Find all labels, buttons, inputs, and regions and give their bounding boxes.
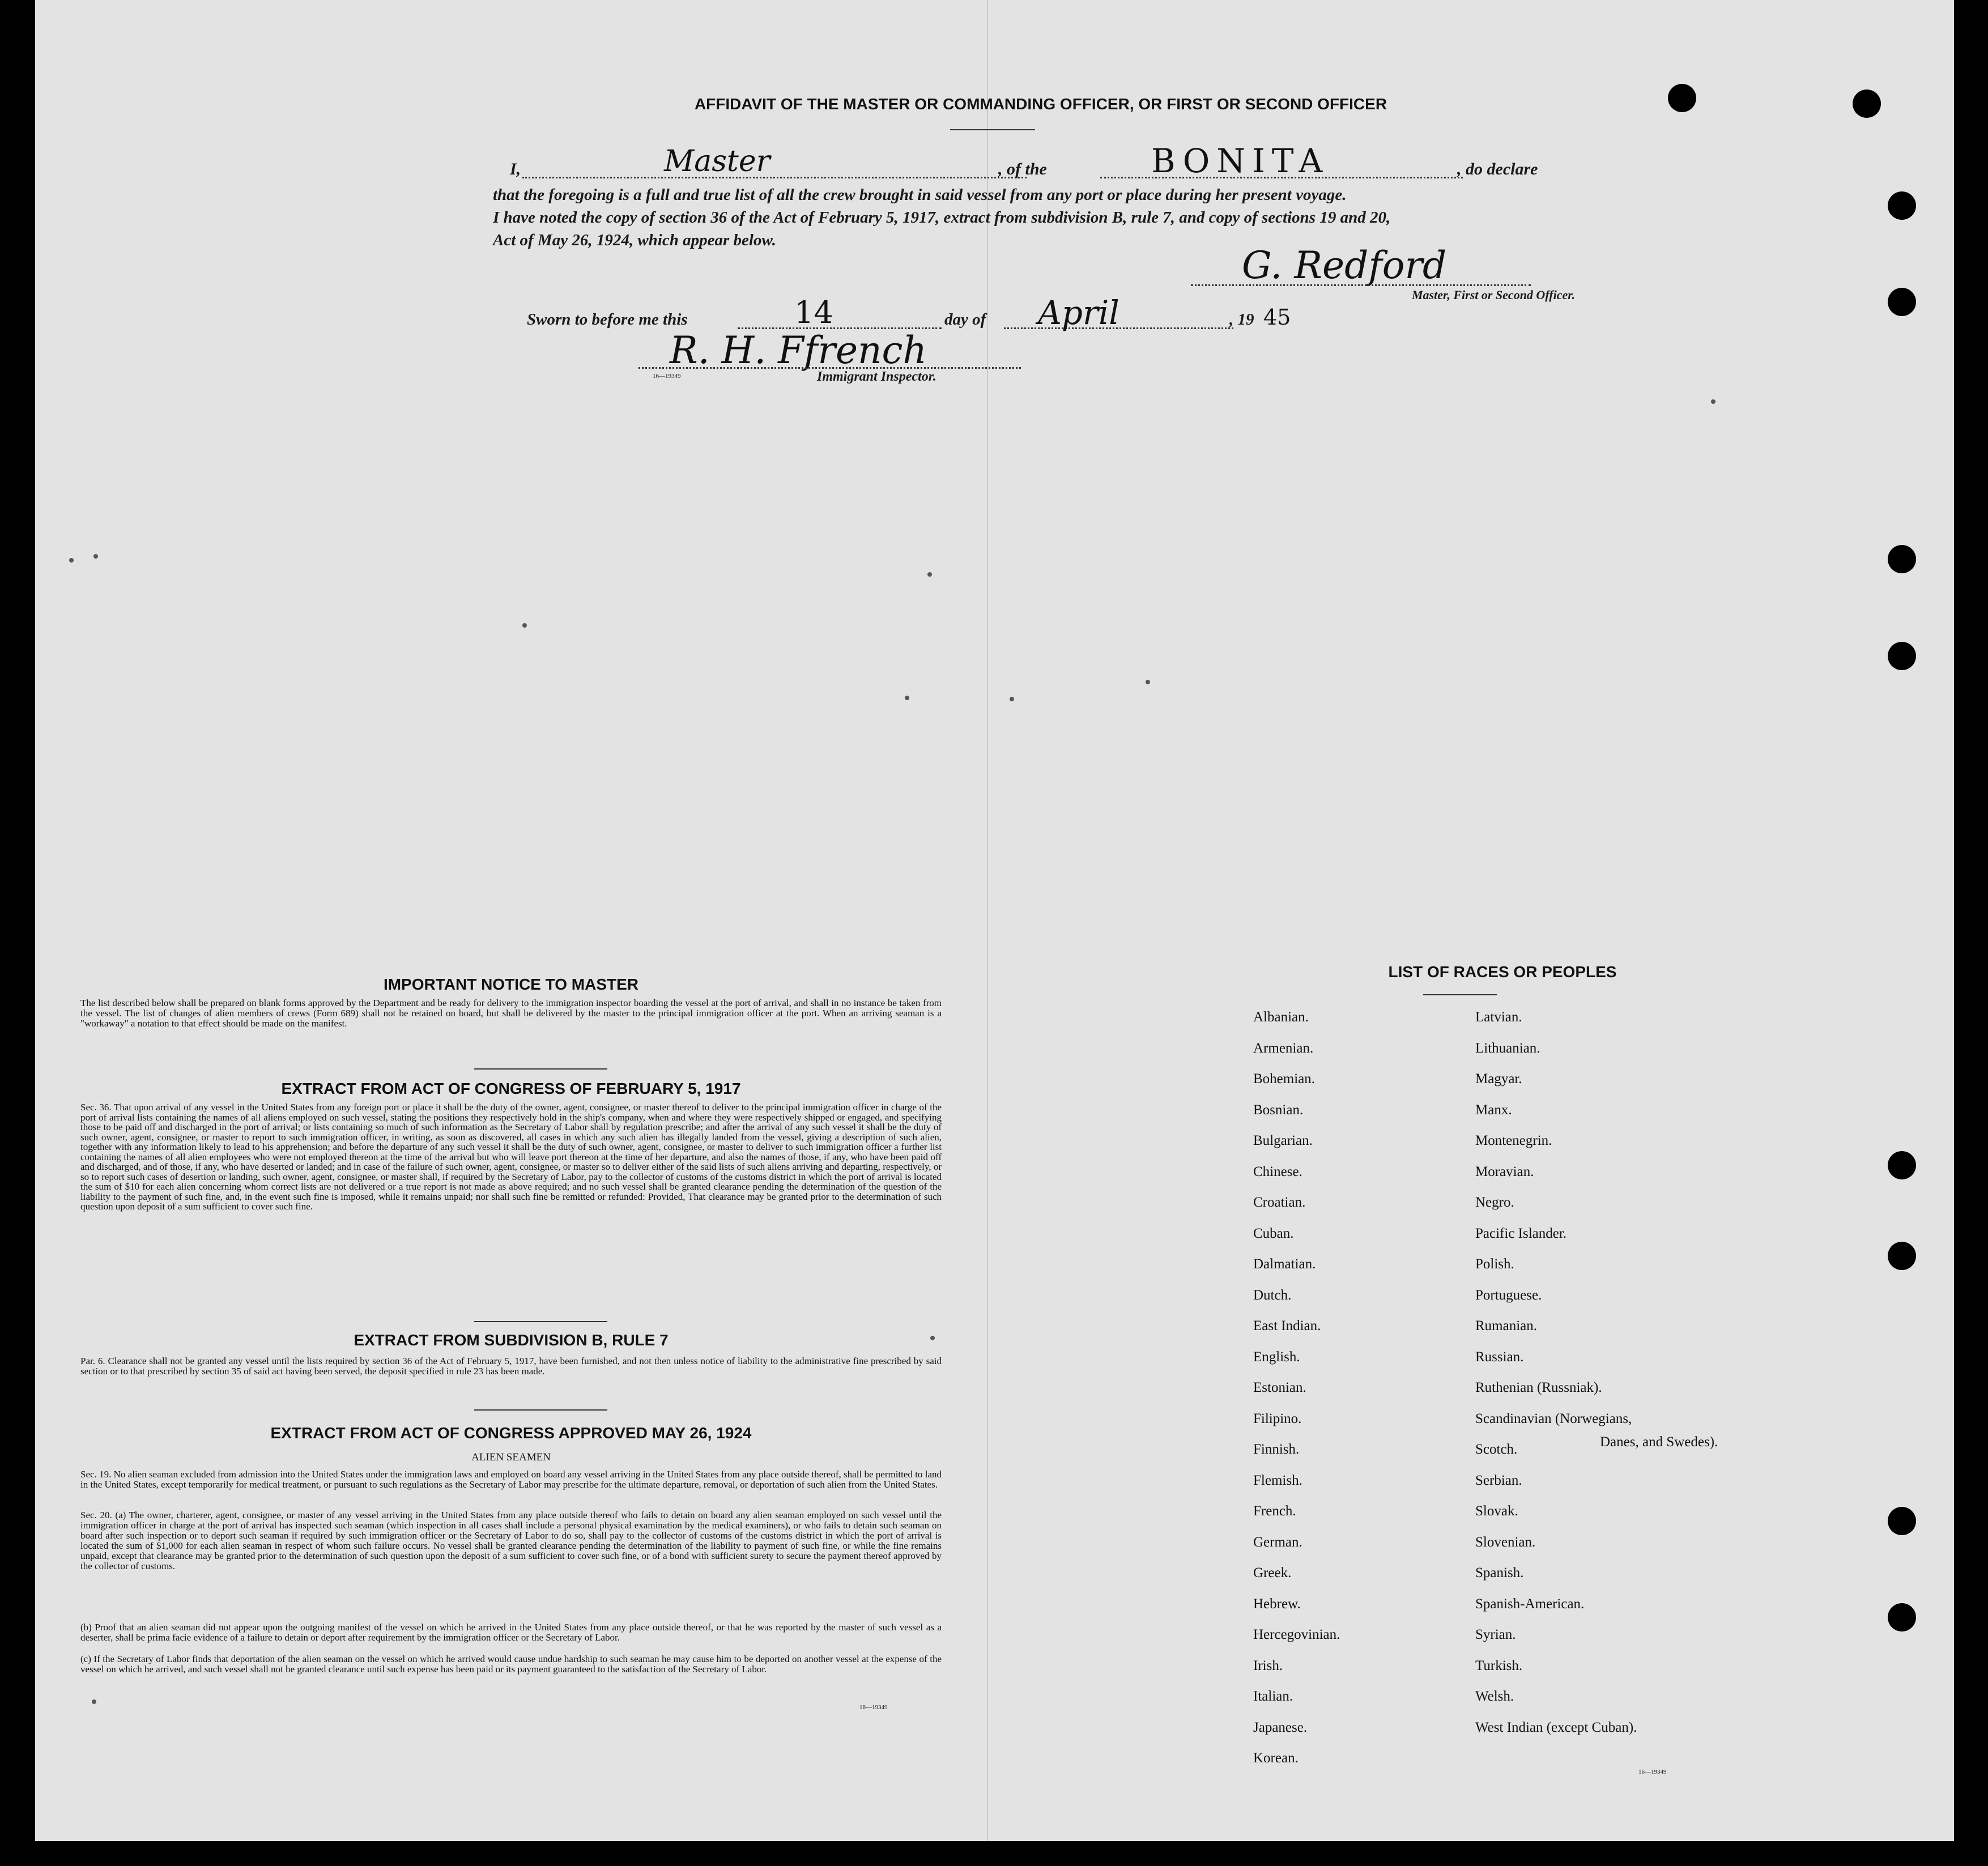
affidavit-line-3: I have noted the copy of section 36 of the Act of February 5, 1917, extract from subdivision B, rule 7, and copy of sections 19 and 20, <box>493 208 1391 227</box>
speck <box>905 696 909 700</box>
year-prefix: , 19 <box>1229 310 1254 329</box>
name-handwritten: Master <box>664 144 770 178</box>
race-item: Magyar. <box>1475 1071 1522 1087</box>
year-handwritten: 45 <box>1263 305 1291 330</box>
race-item: Cuban. <box>1253 1225 1294 1241</box>
race-item: Dalmatian. <box>1253 1256 1316 1272</box>
sec-20a-text: Sec. 20. (a) The owner, charterer, agent, consignee, or master of any vessel arriving in the United States from any place outside thereof who fails to detain on board any alien seaman employed on such vessel until the immigration officer in charge at the port of arrival has inspected such seaman (which inspection in all cases shall include a personal physical examination by the medical examiners), or who fails to detain such seaman on board after such inspection or to deport such seaman if required by such immigration officer or the Secretary of Labor to do so, shall pay to the collector of customs of the customs district in which the port of arrival is located the sum of $1,000 for each alien seaman in respect of whom such failure occurs. No vessel shall be granted clearance pending the determination of the liability to payment of such fine, or while the fine remains unpaid, except that clearance may be granted prior to the determination of such question upon the deposit of a sum sufficient to cover such fine, or of a bond with sufficient surety to secure the payment thereof approved by the collector of customs. <box>80 1510 942 1571</box>
race-item: East Indian. <box>1253 1318 1321 1334</box>
punch-hole <box>1888 1603 1916 1631</box>
month-handwritten: April <box>1038 293 1119 332</box>
day-handwritten: 14 <box>794 295 833 330</box>
punch-hole <box>1853 90 1881 118</box>
race-item: Estonian. <box>1253 1380 1306 1395</box>
race-item: Turkish. <box>1475 1658 1523 1673</box>
race-item: Russian. <box>1475 1349 1524 1365</box>
sworn-label: Sworn to before me this <box>527 310 688 329</box>
race-item: Korean. <box>1253 1750 1299 1766</box>
speck <box>93 554 98 559</box>
notice-text: The list described below shall be prepared on blank forms approved by the Department and be ready for delivery to the immigration inspector boarding the vessel at the port of arrival, and shall in no instance be taken from the vessel. The list of changes of alien members of crews (Form 689) shall not be retained on board, but shall be delivered by the master to the principal immigration officer at the port. When an arriving seaman is a "workaway" a notation to that effect should be made on the manifest. <box>80 998 942 1029</box>
race-item: Portuguese. <box>1475 1287 1542 1303</box>
race-item: Hebrew. <box>1253 1596 1301 1612</box>
punch-hole <box>1888 1507 1916 1535</box>
extract-1917-text: Sec. 36. That upon arrival of any vessel in the United States from any foreign port or place it shall be the duty of the owner, agent, consignee, or master thereof to deliver to the principal immigration officer in charge of the port of arrival lists containing the names of all aliens employed on such vessel, stating the positions they respectively hold in the ship's company, when and where they were respectively shipped or engaged, and specifying those to be paid off and discharged in the port of arrival; or lists containing so much of such information as the Secretary of Labor shall by regulation prescribe; and after the arrival of any such vessel it shall be the duty of such owner, agent, consignee, or master to report to such immigration officer, in writing, as soon as discovered, all cases in which any such alien has illegally landed from the vessel, giving a description of such alien, together with any information likely to lead to his apprehension; and before the departure of any such vessel it shall be the duty of such owner, agent, consignee, or master to deliver to such immigration officer a further list containing the names of all alien employees who were not employed thereon at the time of the arrival but who will leave port thereon at the time of her departure, and also the names of those, if any, who have been paid off and discharged, and of those, if any, who have deserted or landed; and in case of the failure of such owner, agent, consignee, or master so to deliver either of the said lists of such aliens arriving and departing, respectively, or so to report such cases of desertion or landing, such owner, agent, consignee, or master shall, if required by the Secretary of Labor, pay to the collector of customs of the customs district in which the port of arrival is located the sum of $10 for each alien concerning whom correct lists are not delivered or a true report is not made as above required; and no such vessel shall be granted clearance pending the determination of the question of the liability to the payment of such fine, and, in the event such fine is imposed, while it remains unpaid; nor shall such fine be remitted or refunded: Provided, That clearance may be granted prior to the determination of such question upon deposit of a sum sufficient to cover such fine. <box>80 1102 942 1212</box>
divider <box>474 1409 607 1411</box>
name-field <box>522 177 1027 178</box>
affidavit-line-4: Act of May 26, 1924, which appear below. <box>493 231 776 249</box>
punch-hole <box>1888 1242 1916 1270</box>
race-item: West Indian (except Cuban). <box>1475 1719 1637 1735</box>
sec-20c-text: (c) If the Secretary of Labor finds that deportation of the alien seaman on the vessel on which he arrived would cause undue hardship to such seaman he may cause him to be deported on another vessel at the expense of the vessel on which he arrived, and such vessel shall not be granted clearance until such expense has been paid or its payment guaranteed to the satisfaction of the Secretary of Labor. <box>80 1654 942 1675</box>
speck <box>522 623 527 628</box>
race-item: Manx. <box>1475 1102 1512 1118</box>
race-item: Latvian. <box>1475 1009 1522 1025</box>
race-item: Slovenian. <box>1475 1534 1536 1550</box>
race-item: Bosnian. <box>1253 1102 1304 1118</box>
of-the-label: , of the <box>998 160 1047 178</box>
punch-hole <box>1888 642 1916 670</box>
race-item: Flemish. <box>1253 1472 1302 1488</box>
speck <box>92 1699 96 1704</box>
document-page <box>35 0 1954 1841</box>
race-item: Armenian. <box>1253 1040 1314 1056</box>
punch-hole <box>1888 1151 1916 1179</box>
form-number-races: 16—19349 <box>1638 1769 1667 1775</box>
race-item: Scotch. <box>1475 1442 1518 1457</box>
sec-20b-text: (b) Proof that an alien seaman did not appear upon the outgoing manifest of the vessel on which he arrived in the United States from any place outside thereof, or that he was reported by the master of such vessel as a deserter, shall be prima facie evidence of a failure to detain or deport after requirement by the immigration officer or the Secretary of Labor. <box>80 1622 942 1643</box>
speck <box>69 558 74 563</box>
race-item: Spanish-American. <box>1475 1596 1585 1612</box>
fold-line <box>987 0 988 1841</box>
race-item: Lithuanian. <box>1475 1040 1540 1056</box>
affidavit-title: AFFIDAVIT OF THE MASTER OR COMMANDING OFFICER, OR FIRST OR SECOND OFFICER <box>694 95 1387 113</box>
divider <box>1423 994 1497 995</box>
race-item: Moravian. <box>1475 1164 1534 1179</box>
race-item: Chinese. <box>1253 1164 1302 1179</box>
punch-hole <box>1668 84 1696 112</box>
speck <box>1010 697 1014 701</box>
inspector-caption: Immigrant Inspector. <box>817 369 936 384</box>
master-signature: G. Redford <box>1242 244 1447 287</box>
inspector-signature-line <box>638 367 1021 369</box>
race-item: Negro. <box>1475 1195 1514 1210</box>
race-item: Scandinavian (Norwegians, <box>1475 1411 1632 1426</box>
punch-hole <box>1888 545 1916 573</box>
speck <box>1711 399 1715 404</box>
do-declare-label: , do declare <box>1457 160 1538 178</box>
divider <box>474 1321 607 1322</box>
alien-seamen-subtitle: ALIEN SEAMEN <box>471 1451 551 1463</box>
master-signature-line <box>1191 284 1531 286</box>
race-item: English. <box>1253 1349 1300 1365</box>
race-item: Polish. <box>1475 1256 1514 1272</box>
race-item: Montenegrin. <box>1475 1133 1552 1148</box>
rule-7-text: Par. 6. Clearance shall not be granted any vessel until the lists required by section 36 of the Act of February 5, 1917, have been furnished, and not then unless notice of liability to the administrative fine prescribed by said section or to that prescribed by section 35 of said act having been served, the deposit specified in rule 23 has been made. <box>80 1356 942 1377</box>
races-title: LIST OF RACES OR PEOPLES <box>1388 963 1617 981</box>
inspector-signature: R. H. Ffrench <box>670 329 927 372</box>
divider <box>950 129 1035 130</box>
race-item: Filipino. <box>1253 1411 1302 1426</box>
race-item: Bulgarian. <box>1253 1133 1313 1148</box>
extract-1917-title: EXTRACT FROM ACT OF CONGRESS OF FEBRUARY 5, 1917 <box>281 1080 741 1097</box>
race-item: Welsh. <box>1475 1689 1514 1704</box>
speck <box>1146 680 1150 684</box>
race-item: Hercegovinian. <box>1253 1627 1340 1642</box>
rule-7-title: EXTRACT FROM SUBDIVISION B, RULE 7 <box>354 1331 669 1349</box>
form-number-extract: 16—19349 <box>859 1704 888 1711</box>
divider <box>474 1068 607 1070</box>
form-number-affidavit: 16—19349 <box>653 373 681 380</box>
race-item: German. <box>1253 1534 1302 1550</box>
punch-hole <box>1888 288 1916 316</box>
race-item: Croatian. <box>1253 1195 1306 1210</box>
race-item: Italian. <box>1253 1689 1293 1704</box>
punch-hole <box>1888 191 1916 220</box>
race-item: Japanese. <box>1253 1719 1308 1735</box>
notice-title: IMPORTANT NOTICE TO MASTER <box>383 975 639 993</box>
i-label: I, <box>510 160 521 178</box>
affidavit-line-2: that the foregoing is a full and true list of all the crew brought in said vessel from any port or place during her present voyage. <box>493 186 1347 204</box>
race-item: Albanian. <box>1253 1009 1309 1025</box>
speck <box>927 572 932 577</box>
race-item: Bohemian. <box>1253 1071 1316 1087</box>
race-item: Syrian. <box>1475 1627 1516 1642</box>
race-item: Pacific Islander. <box>1475 1225 1567 1241</box>
race-item: French. <box>1253 1503 1296 1519</box>
race-item: Greek. <box>1253 1565 1292 1580</box>
race-item: Spanish. <box>1475 1565 1524 1580</box>
day-of-label: day of <box>944 310 986 329</box>
race-item: Dutch. <box>1253 1287 1292 1303</box>
race-item: Ruthenian (Russniak). <box>1475 1380 1602 1395</box>
vessel-handwritten: BONITA <box>1151 142 1330 180</box>
officer-caption: Master, First or Second Officer. <box>1412 288 1576 302</box>
race-item: Irish. <box>1253 1658 1283 1673</box>
race-item-continuation: Danes, and Swedes). <box>1600 1434 1718 1450</box>
extract-1924-title: EXTRACT FROM ACT OF CONGRESS APPROVED MAY 26, 1924 <box>270 1424 752 1442</box>
race-item: Slovak. <box>1475 1503 1518 1519</box>
sec-19-text: Sec. 19. No alien seaman excluded from admission into the United States under the immigration laws and employed on board any vessel arriving in the United States from any place outside thereof, shall be permitted to land in the United States, except temporarily for medical treatment, or pursuant to such regulations as the Secretary of Labor may prescribe for the ultimate departure, removal, or deportation of such alien from the United States. <box>80 1469 942 1490</box>
race-item: Rumanian. <box>1475 1318 1538 1334</box>
race-item: Serbian. <box>1475 1472 1522 1488</box>
race-item: Finnish. <box>1253 1442 1300 1457</box>
